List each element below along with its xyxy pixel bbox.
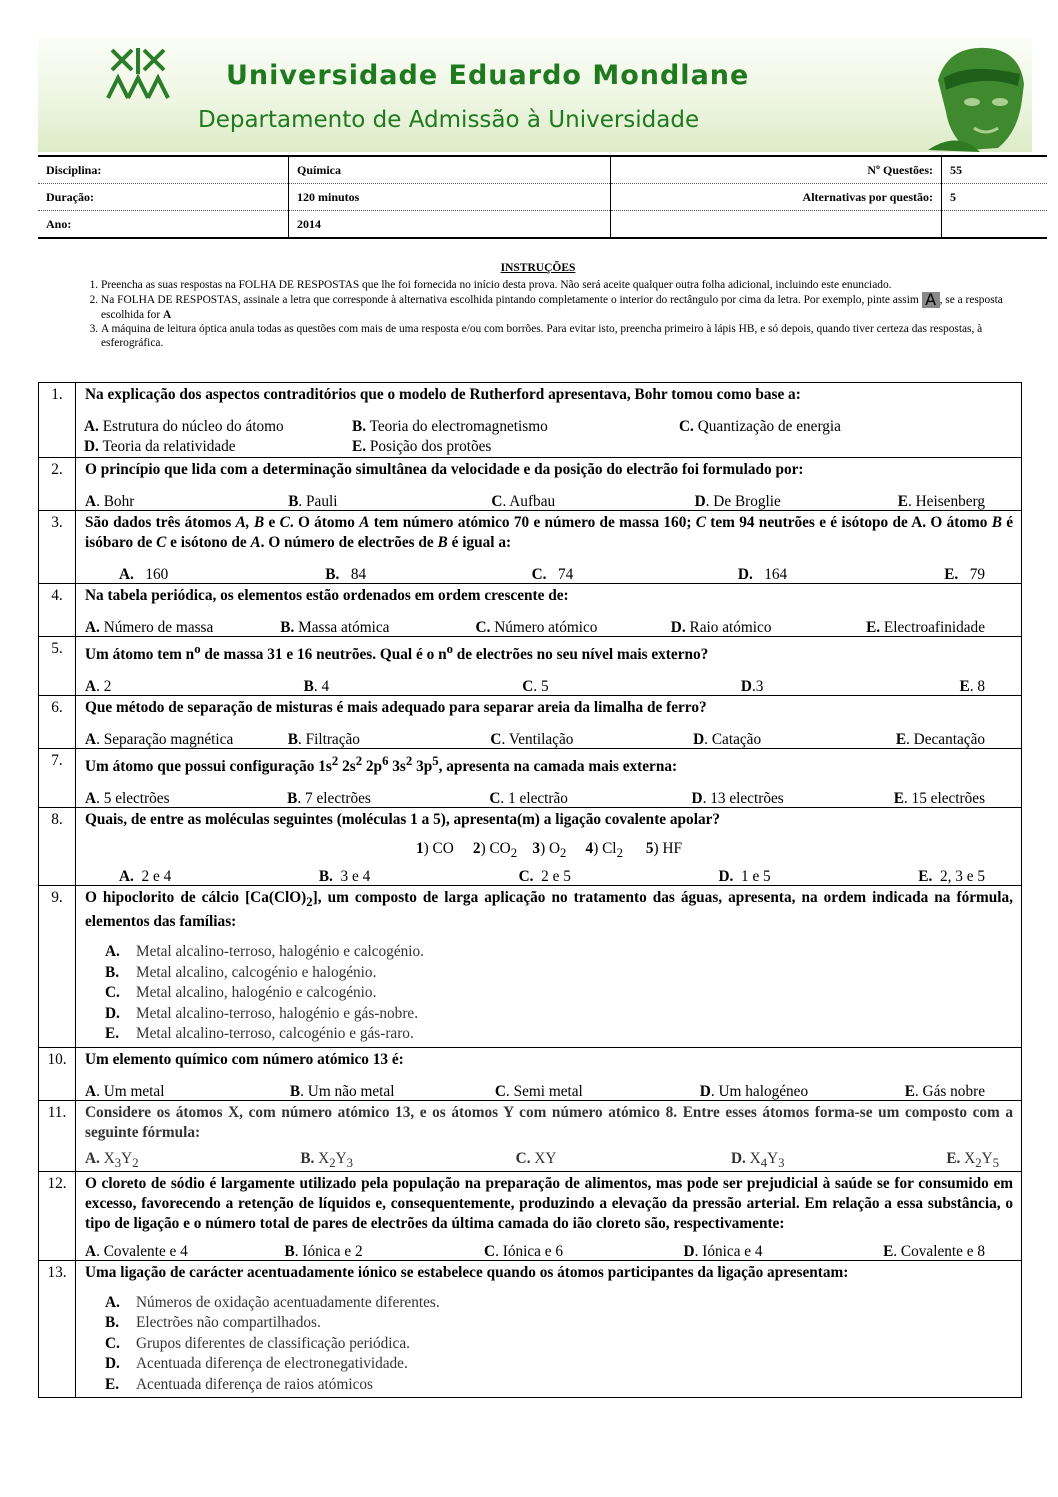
university-title: Universidade Eduardo Mondlane — [226, 60, 750, 91]
duracao-label: Duração: — [38, 184, 289, 211]
disciplina-value: Química — [289, 156, 611, 184]
answer-options: A. 160 B. 84 C. 74 D. 164 E. 79 — [119, 566, 985, 583]
question-row: 2. O princípio que lida com a determinação simultânea da velocidade e da posição do electrão foi formulado por: A. Bohr B. Pauli C. Aufbau D. De Broglie E. Heisenberg — [39, 458, 1022, 511]
instructions — [38, 262, 1038, 350]
duracao-value: 120 minutos — [289, 184, 611, 211]
questoes-label: Nº Questões: — [611, 156, 942, 184]
question-stem: O hipoclorito de cálcio $[Ca(ClO)_2]$, um composto de larga aplicação no tratamento das águas, apresenta, na ordem indicada na fórmula, elementos das famílias: — [85, 889, 1013, 931]
answer-options: A. 2 B. 4 C. 5 D.3 E. 8 — [85, 678, 986, 696]
question-stem: Um átomo tem $n^o$ de massa 31 e 16 neutrões. Qual é o $n^o$ de electrões no seu nível mais externo? — [85, 642, 709, 664]
alternativas-label: Alternativas por questão: — [611, 184, 942, 211]
answer-options: A. Estrutura do núcleo do átomo B. Teoria do electromagnetismo C. Quantização de energia D. Teoria da relatividade E. Posição dos protões — [84, 418, 841, 455]
instructions-title: INSTRUÇÕES — [500, 262, 576, 274]
instruction-2: 2. Na FOLHA DE RESPOSTAS, assinale a letra que corresponde à alternativa escolhida pintando completamente o interior do rectângulo por cima da letra. Por exemplo, pinte assim A , se a resposta escolhida for A — [101, 292, 1038, 322]
answer-options: A. Separação magnética B. Filtração C. Ventilação D. Catação E. Decantação — [85, 731, 986, 749]
answer-options: A. Números de oxidação acentuadamente diferentes. B. Electrões não compartilhados. C. Grupos diferentes de classificação periódica. D. Acentuada diferença de electronegatividade. E. Acentuada diferença de raios atómicos — [105, 1293, 440, 1393]
instruction-3: 3. A máquina de leitura óptica anula todas as questões com mais de uma resposta e/ou com borrões. Para evitar isto, preencha primeiro à lápis HB, e só depois, quando tiver certeza das respostas, à esferográfica. — [101, 322, 1038, 350]
question-row: 7. Um átomo que possui configuração $1s^2$ $2s^2$ $2p^6$ $3s^2$ $3p^5$, apresenta na camada mais externa: A. 5 electrões B. 7 electrões C. 1 electrão D. 13 electrões E. 15 electrões — [39, 749, 1022, 808]
answer-options: A. 2 e 4 B. 3 e 4 C. 2 e 5 D. 1 e 5 E. 2, 3 e 5 — [119, 868, 985, 886]
question-row: 3. São dados três átomos A, B e C. O átomo A tem número atómico 70 e número de massa 160; C tem 94 neutrões e é isótopo de A. O átomo B é isóbaro de C e isótono de A. O número de electrões de B é igual a: A. 160 B. 84 C. 74 D. 164 E. 79 — [39, 511, 1022, 584]
question-number: 1. — [39, 383, 76, 458]
answer-options: A. Bohr B. Pauli C. Aufbau D. De Broglie E. Heisenberg — [85, 493, 985, 510]
question-row: 8. Quais, de entre as moléculas seguintes (moléculas 1 a 5), apresenta(m) a ligação covalente apolar? 1) CO 2) $CO_2$ 3) $O_2$ 4) $Cl_2$ 5) HF A. 2 e 4 B. 3 e 4 C. 2 e 5 D. 1 e 5 E. 2, 3 e 5 — [39, 808, 1022, 886]
ano-value: 2014 — [289, 211, 611, 239]
header-banner — [38, 38, 1032, 152]
question-row: 6. Que método de separação de misturas é mais adequado para separar areia da limalha de ferro? A. Separação magnética B. Filtração C. Ventilação D. Catação E. Decantação — [39, 696, 1022, 749]
answer-options: A. Um metal B. Um não metal C. Semi metal D. Um halogéneo E. Gás nobre — [85, 1082, 985, 1100]
university-logo-icon — [104, 44, 172, 102]
question-row — [39, 383, 1022, 458]
empty-cell — [942, 211, 1048, 239]
questions-table — [38, 382, 1022, 1398]
question-stem: Na explicação dos aspectos contraditórios que o modelo de Rutherford apresentava, Bohr tomou como base a: — [85, 386, 801, 403]
answer-options: A. 5 electrões B. 7 electrões C. 1 electrão D. 13 electrões E. 15 electrões — [85, 790, 986, 808]
question-row: 5. Um átomo tem $n^o$ de massa 31 e 16 neutrões. Qual é o $n^o$ de electrões no seu nível mais externo? A. 2 B. 4 C. 5 D.3 E. 8 — [39, 637, 1022, 696]
answer-options: A. Covalente e 4 B. Iónica e 2 C. Iónica e 6 D. Iónica e 4 E. Covalente e 8 — [85, 1242, 986, 1260]
example-filled-box-icon: A — [922, 292, 940, 308]
ano-label: Ano: — [38, 211, 289, 239]
question-row: 11. Considere os átomos X, com número atómico 13, e os átomos Y com número atómico 8. Entre esses átomos forma-se um composto com a seguinte fórmula: A. $X_3Y_2$ B. $X_2Y_3$ C. XY D. $X_4Y_3$ E. $X_2Y_5$ — [39, 1100, 1022, 1171]
empty-cell — [611, 211, 942, 239]
disciplina-label: Disciplina: — [38, 156, 289, 184]
question-stem: Um átomo que possui configuração $1s^2$ $2s^2$ $2p^6$ $3s^2$ $3p^5$, apresenta na camada mais externa: — [85, 754, 678, 776]
department-title: Departamento de Admissão à Universidade — [198, 107, 700, 133]
answer-options: A. Número de massa B. Massa atómica C. Número atómico D. Raio atómico E. Electroafinidade — [85, 619, 985, 636]
exam-info-table — [38, 155, 1047, 239]
question-row: 9. O hipoclorito de cálcio $[Ca(ClO)_2]$, um composto de larga aplicação no tratamento das águas, apresenta, na ordem indicada na fórmula, elementos das famílias: A. Metal alcalino-terroso, halogénio e calcogénio. B. Metal alcalino, calcogénio e halogénio. C. Metal alcalino, halogénio e calcogénio. D. Metal alcalino-terroso, halogénio e gás-nobre. E. Metal alcalino-terroso, calcogénio e gás-raro. — [39, 886, 1022, 1048]
question-row: 12. O cloreto de sódio é largamente utilizado pela população na preparação de alimentos, mas pode ser prejudicial à saúde se for consumido em excesso, favorecendo a retenção de líquidos e, consequentemente, produzindo a elevação da pressão arterial. Em relação a essa substância, o tipo de ligação e o número total de pares de electrões da última camada do ião cloreto são, respectivamente: A. Covalente e 4 B. Iónica e 2 C. Iónica e 6 D. Iónica e 4 E. Covalente e 8 — [39, 1171, 1022, 1260]
molecule-list: 1) CO 2) $CO_2$ 3) $O_2$ 4) $Cl_2$ 5) HF — [415, 840, 683, 861]
question-stem: São dados três átomos A, B e C. O átomo A tem número atómico 70 e número de massa 160; C tem 94 neutrões e é isótopo de A. O átomo B é isóbaro de C e isótono de A. O número de electrões de B é igual a: — [85, 514, 1013, 551]
answer-options: A. Metal alcalino-terroso, halogénio e calcogénio. B. Metal alcalino, calcogénio e halogénio. C. Metal alcalino, halogénio e calcogénio. D. Metal alcalino-terroso, halogénio e gás-nobre. E. Metal alcalino-terroso, calcogénio e gás-raro. — [105, 943, 424, 1043]
answer-options: A. $X_3Y_2$ B. $X_2Y_3$ C. XY D. $X_4Y_3$ E. $X_2Y_5$ — [85, 1149, 1000, 1170]
instruction-1: 1. Preencha as suas respostas na FOLHA DE RESPOSTAS que lhe foi fornecida no início desta prova. Não será aceite qualquer outra folha adicional, incluindo este enunciado. — [101, 278, 1038, 292]
question-row: 10. Um elemento químico com número atómico 13 é: A. Um metal B. Um não metal C. Semi metal D. Um halogéneo E. Gás nobre — [39, 1047, 1022, 1100]
question-row: 4. Na tabela periódica, os elementos estão ordenados em ordem crescente de: A. Número de massa B. Massa atómica C. Número atómico D. Raio atómico E. Electroafinidade — [39, 584, 1022, 637]
question-row: 13. Uma ligação de carácter acentuadamente iónico se estabelece quando os átomos participantes da ligação apresentam: A. Números de oxidação acentuadamente diferentes. B. Electrões não compartilhados. C. Grupos diferentes de classificação periódica. D. Acentuada diferença de electronegatividade. E. Acentuada diferença de raios atómicos — [39, 1260, 1022, 1398]
founder-portrait-icon — [928, 40, 1032, 152]
alternativas-value: 5 — [942, 184, 1048, 211]
questoes-value: 55 — [942, 156, 1048, 184]
